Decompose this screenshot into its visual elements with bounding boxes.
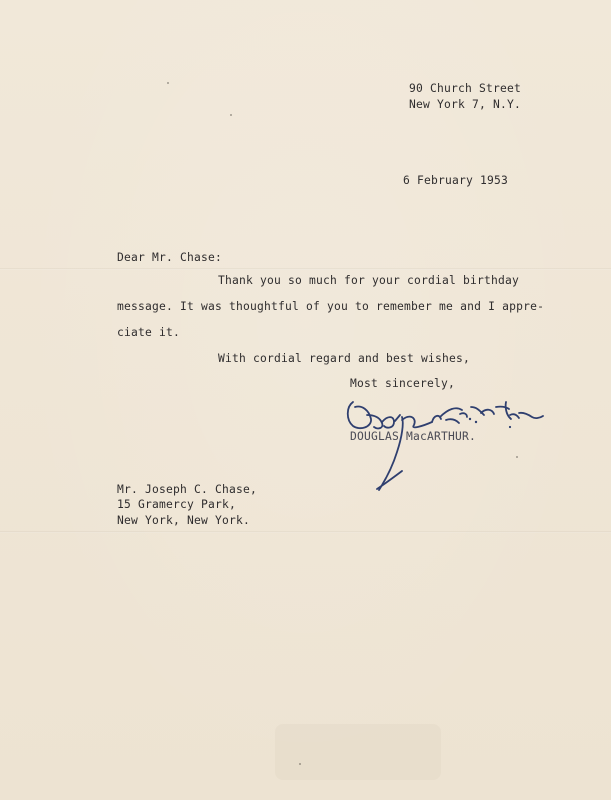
- handwritten-signature: [338, 395, 552, 495]
- paper-speck: [230, 114, 232, 116]
- body-line-1: Thank you so much for your cordial birthday: [218, 274, 520, 287]
- recipient-line-2: 15 Gramercy Park,: [117, 498, 237, 511]
- salutation: Dear Mr. Chase:: [117, 251, 223, 264]
- paper-speck: [516, 456, 518, 458]
- typed-signature-name: DOUGLAS MacARTHUR.: [350, 430, 477, 443]
- body-line-2: message. It was thoughtful of you to remember me and I appre-: [117, 300, 545, 313]
- recipient-line-3: New York, New York.: [117, 514, 251, 527]
- letter-date: 6 February 1953: [403, 174, 509, 187]
- body-line-3: ciate it.: [117, 326, 181, 339]
- complimentary-closing: Most sincerely,: [350, 377, 456, 390]
- paper-speck: [299, 763, 301, 765]
- paper-fold: [0, 268, 611, 270]
- paper-fold: [0, 531, 611, 533]
- paper-stain: [275, 724, 441, 780]
- body-line-4: With cordial regard and best wishes,: [218, 352, 471, 365]
- paper-speck: [167, 82, 169, 84]
- return-address-line-1: 90 Church Street: [409, 82, 522, 95]
- return-address-line-2: New York 7, N.Y.: [409, 98, 522, 111]
- recipient-line-1: Mr. Joseph C. Chase,: [117, 483, 258, 496]
